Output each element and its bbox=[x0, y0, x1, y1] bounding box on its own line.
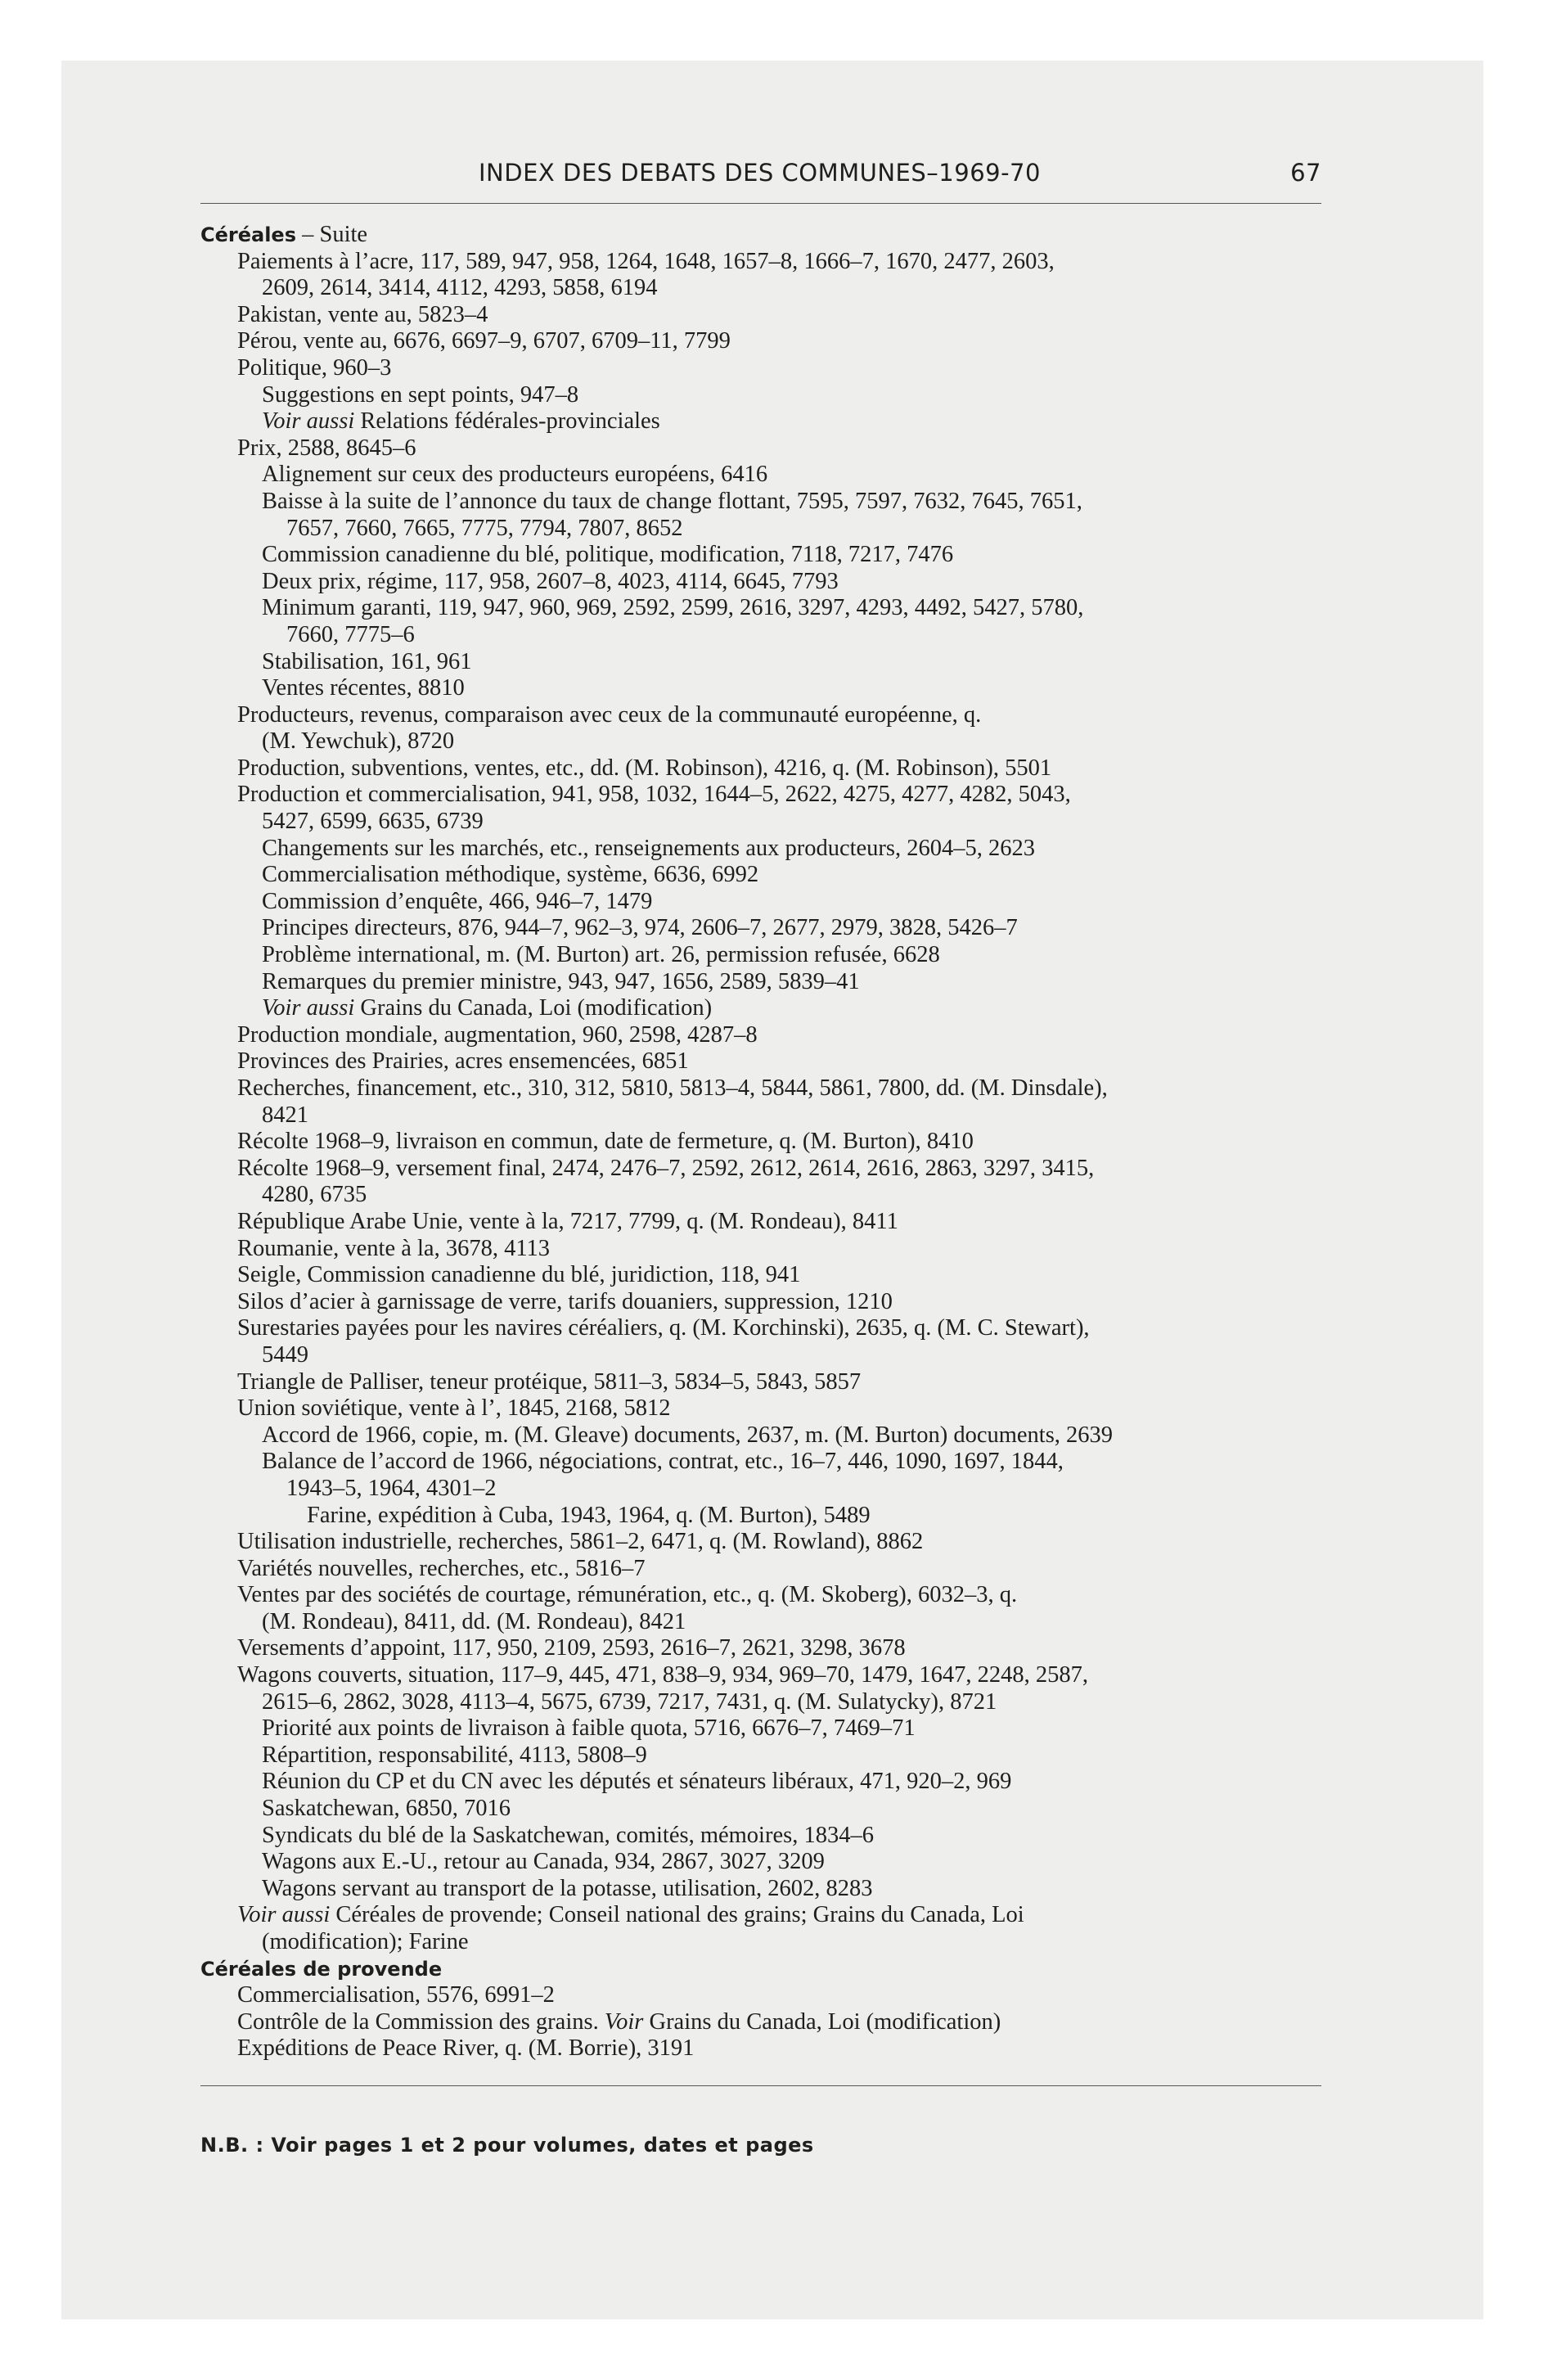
entry-text: Provinces des Prairies, acres ensemencées, 6851 bbox=[237, 1048, 689, 1075]
entry-text: Wagons aux E.-U., retour au Canada, 934, 2867, 3027, 3209 bbox=[262, 1849, 825, 1875]
entry-text: 1943–5, 1964, 4301–2 bbox=[286, 1475, 497, 1501]
entry-text: Récolte 1968–9, versement final, 2474, 2476–7, 2592, 2612, 2614, 2616, 2863, 3297, 3415, bbox=[237, 1155, 1095, 1181]
index-entry bbox=[200, 1689, 1321, 1716]
index-entry bbox=[200, 1929, 1321, 1956]
index-entry bbox=[200, 622, 1321, 649]
entry-text: Changements sur les marchés, etc., renseignements aux producteurs, 2604–5, 2623 bbox=[262, 835, 1036, 861]
entry-text: (M. Rondeau), 8411, dd. (M. Rondeau), 8421 bbox=[262, 1608, 686, 1634]
index-entries bbox=[200, 222, 1321, 2062]
index-entry bbox=[200, 1982, 1321, 2009]
index-entry bbox=[200, 1156, 1321, 1183]
footnote: N.B. : Voir pages 1 et 2 pour volumes, dates et pages bbox=[200, 2133, 814, 2157]
entry-text: Recherches, financement, etc., 310, 312, 5810, 5813–4, 5844, 5861, 7800, dd. (M. Dinsdale), bbox=[237, 1075, 1108, 1101]
entry-text: 7657, 7660, 7665, 7775, 7794, 7807, 8652 bbox=[286, 515, 683, 541]
index-entry bbox=[200, 1369, 1321, 1396]
index-entry bbox=[200, 489, 1321, 516]
index-entry bbox=[200, 782, 1321, 809]
index-entry bbox=[200, 1022, 1321, 1049]
entry-text: 2615–6, 2862, 3028, 4113–4, 5675, 6739, 7217, 7431, q. (M. Sulatycky), 8721 bbox=[262, 1688, 997, 1715]
entry-text: Versements d’appoint, 117, 950, 2109, 2593, 2616–7, 2621, 3298, 3678 bbox=[237, 1635, 906, 1661]
entry-text: Récolte 1968–9, livraison en commun, date de fermeture, q. (M. Burton), 8410 bbox=[237, 1129, 974, 1155]
index-entry bbox=[200, 595, 1321, 622]
entry-text: Suggestions en sept points, 947–8 bbox=[262, 381, 579, 408]
cross-reference-label: Voir aussi bbox=[262, 995, 355, 1021]
entry-text: Paiements à l’acre, 117, 589, 947, 958, 1264, 1648, 1657–8, 1666–7, 1670, 2477, 2603, bbox=[237, 248, 1055, 274]
cross-reference-label: Voir aussi bbox=[262, 408, 355, 435]
entry-text: Baisse à la suite de l’annonce du taux de change flottant, 7595, 7597, 7632, 7645, 7651, bbox=[262, 488, 1082, 514]
index-entry bbox=[200, 1182, 1321, 1209]
index-page bbox=[200, 156, 1321, 2157]
entry-text: Commission d’enquête, 466, 946–7, 1479 bbox=[262, 888, 653, 914]
entry-text: Wagons couverts, situation, 117–9, 445, 471, 838–9, 934, 969–70, 1479, 1647, 2248, 2587, bbox=[237, 1662, 1089, 1688]
index-entry bbox=[200, 1849, 1321, 1876]
entry-text: Pakistan, vente au, 5823–4 bbox=[237, 301, 488, 327]
entry-text: Balance de l’accord de 1966, négociations, contrat, etc., 16–7, 446, 1090, 1697, 1844, bbox=[262, 1449, 1064, 1475]
index-entry bbox=[200, 355, 1321, 382]
index-entry bbox=[200, 1342, 1321, 1369]
index-heading bbox=[200, 1956, 1321, 1983]
entry-text: Contrôle de la Commission des grains. bbox=[237, 2008, 605, 2035]
index-entry bbox=[200, 915, 1321, 942]
index-entry bbox=[200, 702, 1321, 729]
index-entry bbox=[200, 302, 1321, 329]
index-entry bbox=[200, 1609, 1321, 1636]
entry-text: Production et commercialisation, 941, 958, 1032, 1644–5, 2622, 4275, 4277, 4282, 5043, bbox=[237, 782, 1071, 808]
index-entry bbox=[200, 516, 1321, 543]
entry-text: – Suite bbox=[296, 222, 368, 247]
index-entry bbox=[200, 942, 1321, 969]
page-number: 67 bbox=[1290, 159, 1321, 187]
entry-text: Stabilisation, 161, 961 bbox=[262, 648, 472, 674]
entry-text: Accord de 1966, copie, m. (M. Gleave) documents, 2637, m. (M. Burton) documents, 2639 bbox=[262, 1422, 1114, 1448]
cross-reference-label: Voir bbox=[604, 2008, 644, 2035]
index-entry bbox=[200, 1422, 1321, 1449]
index-entry bbox=[200, 1315, 1321, 1342]
index-entry bbox=[200, 249, 1321, 276]
index-entry bbox=[200, 862, 1321, 889]
index-entry bbox=[200, 1796, 1321, 1823]
entry-text: Grains du Canada, Loi (modification) bbox=[354, 995, 713, 1021]
index-entry bbox=[200, 275, 1321, 302]
index-entry bbox=[200, 1048, 1321, 1075]
index-entry bbox=[200, 1503, 1321, 1530]
entry-text: Alignement sur ceux des producteurs européens, 6416 bbox=[262, 462, 768, 488]
index-entry bbox=[200, 1102, 1321, 1129]
entry-text: Union soviétique, vente à l’, 1845, 2168, 5812 bbox=[237, 1395, 671, 1422]
index-entry bbox=[200, 969, 1321, 996]
entry-text: Silos d’acier à garnissage de verre, tarifs douaniers, suppression, 1210 bbox=[237, 1288, 893, 1314]
heading-text: Céréales bbox=[200, 223, 296, 246]
entry-text: République Arabe Unie, vente à la, 7217, 7799, q. (M. Rondeau), 8411 bbox=[237, 1208, 898, 1234]
footer-rule bbox=[200, 2085, 1321, 2086]
entry-text: Farine, expédition à Cuba, 1943, 1964, q. (M. Burton), 5489 bbox=[307, 1502, 871, 1528]
entry-text: Expéditions de Peace River, q. (M. Borrie), 3191 bbox=[237, 2035, 695, 2062]
entry-text: Seigle, Commission canadienne du blé, juridiction, 118, 941 bbox=[237, 1262, 801, 1288]
entry-text: Production mondiale, augmentation, 960, 2598, 4287–8 bbox=[237, 1021, 758, 1048]
entry-text: Roumanie, vente à la, 3678, 4113 bbox=[237, 1235, 551, 1261]
entry-text: Saskatchewan, 6850, 7016 bbox=[262, 1796, 511, 1822]
index-entry bbox=[200, 728, 1321, 755]
index-entry bbox=[200, 889, 1321, 916]
index-entry bbox=[200, 755, 1321, 782]
entry-text: Deux prix, régime, 117, 958, 2607–8, 4023, 4114, 6645, 7793 bbox=[262, 568, 839, 594]
index-entry bbox=[200, 1742, 1321, 1769]
index-entry bbox=[200, 542, 1321, 569]
entry-text: Pérou, vente au, 6676, 6697–9, 6707, 6709–11, 7799 bbox=[237, 328, 731, 354]
entry-text: Politique, 960–3 bbox=[237, 354, 392, 381]
entry-text: Priorité aux points de livraison à faible quota, 5716, 6676–7, 7469–71 bbox=[262, 1715, 916, 1742]
entry-text: 8421 bbox=[262, 1102, 308, 1128]
index-entry bbox=[200, 1395, 1321, 1422]
index-entry bbox=[200, 1635, 1321, 1662]
entry-text: 5427, 6599, 6635, 6739 bbox=[262, 809, 484, 835]
index-entry bbox=[200, 1876, 1321, 1903]
index-entry bbox=[200, 1289, 1321, 1316]
entry-text: (M. Yewchuk), 8720 bbox=[262, 728, 455, 755]
index-entry bbox=[200, 1823, 1321, 1850]
entry-text: Production, subventions, ventes, etc., dd. (M. Robinson), 4216, q. (M. Robinson), 5501 bbox=[237, 755, 1052, 781]
entry-text: Ventes par des sociétés de courtage, rémunération, etc., q. (M. Skoberg), 6032–3, q. bbox=[237, 1582, 1018, 1608]
index-entry bbox=[200, 408, 1321, 435]
header-rule bbox=[200, 203, 1321, 204]
entry-text: Utilisation industrielle, recherches, 5861–2, 6471, q. (M. Rowland), 8862 bbox=[237, 1529, 924, 1555]
entry-text: Commission canadienne du blé, politique, modification, 7118, 7217, 7476 bbox=[262, 542, 954, 568]
entry-text: Répartition, responsabilité, 4113, 5808–9 bbox=[262, 1742, 647, 1768]
index-entry bbox=[200, 675, 1321, 702]
index-entry bbox=[200, 995, 1321, 1022]
entry-text: Commercialisation méthodique, système, 6636, 6992 bbox=[262, 862, 759, 888]
entry-text: 7660, 7775–6 bbox=[286, 621, 415, 647]
index-entry bbox=[200, 2009, 1321, 2036]
entry-text: Principes directeurs, 876, 944–7, 962–3, 974, 2606–7, 2677, 2979, 3828, 5426–7 bbox=[262, 915, 1018, 941]
index-entry bbox=[200, 1529, 1321, 1556]
index-entry bbox=[200, 1262, 1321, 1289]
entry-text: Grains du Canada, Loi (modification) bbox=[643, 2008, 1001, 2035]
index-entry bbox=[200, 462, 1321, 489]
entry-text: Variétés nouvelles, recherches, etc., 5816–7 bbox=[237, 1555, 646, 1581]
index-entry bbox=[200, 1715, 1321, 1742]
index-entry bbox=[200, 1236, 1321, 1263]
entry-text: 5449 bbox=[262, 1341, 308, 1368]
index-heading bbox=[200, 222, 1321, 249]
entry-text: Syndicats du blé de la Saskatchewan, comités, mémoires, 1834–6 bbox=[262, 1822, 874, 1848]
entry-text: (modification); Farine bbox=[262, 1929, 469, 1954]
index-entry bbox=[200, 1476, 1321, 1503]
entry-text: Minimum garanti, 119, 947, 960, 969, 2592, 2599, 2616, 3297, 4293, 4492, 5427, 5780, bbox=[262, 595, 1084, 621]
entry-text: Producteurs, revenus, comparaison avec ceux de la communauté européenne, q. bbox=[237, 701, 982, 728]
page-header bbox=[200, 156, 1321, 203]
entry-text: 2609, 2614, 3414, 4112, 4293, 5858, 6194 bbox=[262, 275, 658, 301]
entry-text: Problème international, m. (M. Burton) art. 26, permission refusée, 6628 bbox=[262, 942, 940, 968]
index-entry bbox=[200, 1902, 1321, 1929]
index-entry bbox=[200, 649, 1321, 676]
index-entry bbox=[200, 1449, 1321, 1476]
index-entry bbox=[200, 2035, 1321, 2062]
entry-text: Relations fédérales-provinciales bbox=[354, 408, 660, 435]
index-entry bbox=[200, 1209, 1321, 1236]
entry-text: Commercialisation, 5576, 6991–2 bbox=[237, 1982, 555, 2008]
entry-text: Prix, 2588, 8645–6 bbox=[237, 435, 416, 461]
index-entry bbox=[200, 1662, 1321, 1689]
entry-text: Réunion du CP et du CN avec les députés et sénateurs libéraux, 471, 920–2, 969 bbox=[262, 1769, 1012, 1795]
heading-text: Céréales de provende bbox=[200, 1957, 443, 1981]
entry-text: Céréales de provende; Conseil national des grains; Grains du Canada, Loi bbox=[330, 1902, 1024, 1928]
entry-text: Wagons servant au transport de la potasse, utilisation, 2602, 8283 bbox=[262, 1875, 873, 1901]
index-entry bbox=[200, 809, 1321, 836]
index-entry bbox=[200, 1556, 1321, 1583]
entry-text: Surestaries payées pour les navires céréaliers, q. (M. Korchinski), 2635, q. (M. C. Stewart), bbox=[237, 1315, 1090, 1341]
entry-text: Triangle de Palliser, teneur protéique, 5811–3, 5834–5, 5843, 5857 bbox=[237, 1368, 862, 1395]
entry-text: 4280, 6735 bbox=[262, 1182, 367, 1208]
index-entry bbox=[200, 1582, 1321, 1609]
index-entry bbox=[200, 435, 1321, 462]
index-entry bbox=[200, 328, 1321, 355]
entry-text: Remarques du premier ministre, 943, 947, 1656, 2589, 5839–41 bbox=[262, 968, 860, 994]
page-title: INDEX DES DEBATS DES COMMUNES–1969-70 bbox=[479, 159, 1041, 187]
index-entry bbox=[200, 569, 1321, 596]
index-entry bbox=[200, 1075, 1321, 1102]
index-entry bbox=[200, 382, 1321, 409]
cross-reference-label: Voir aussi bbox=[237, 1902, 331, 1928]
index-entry bbox=[200, 836, 1321, 863]
index-entry bbox=[200, 1129, 1321, 1156]
entry-text: Ventes récentes, 8810 bbox=[262, 675, 465, 701]
index-entry bbox=[200, 1769, 1321, 1796]
